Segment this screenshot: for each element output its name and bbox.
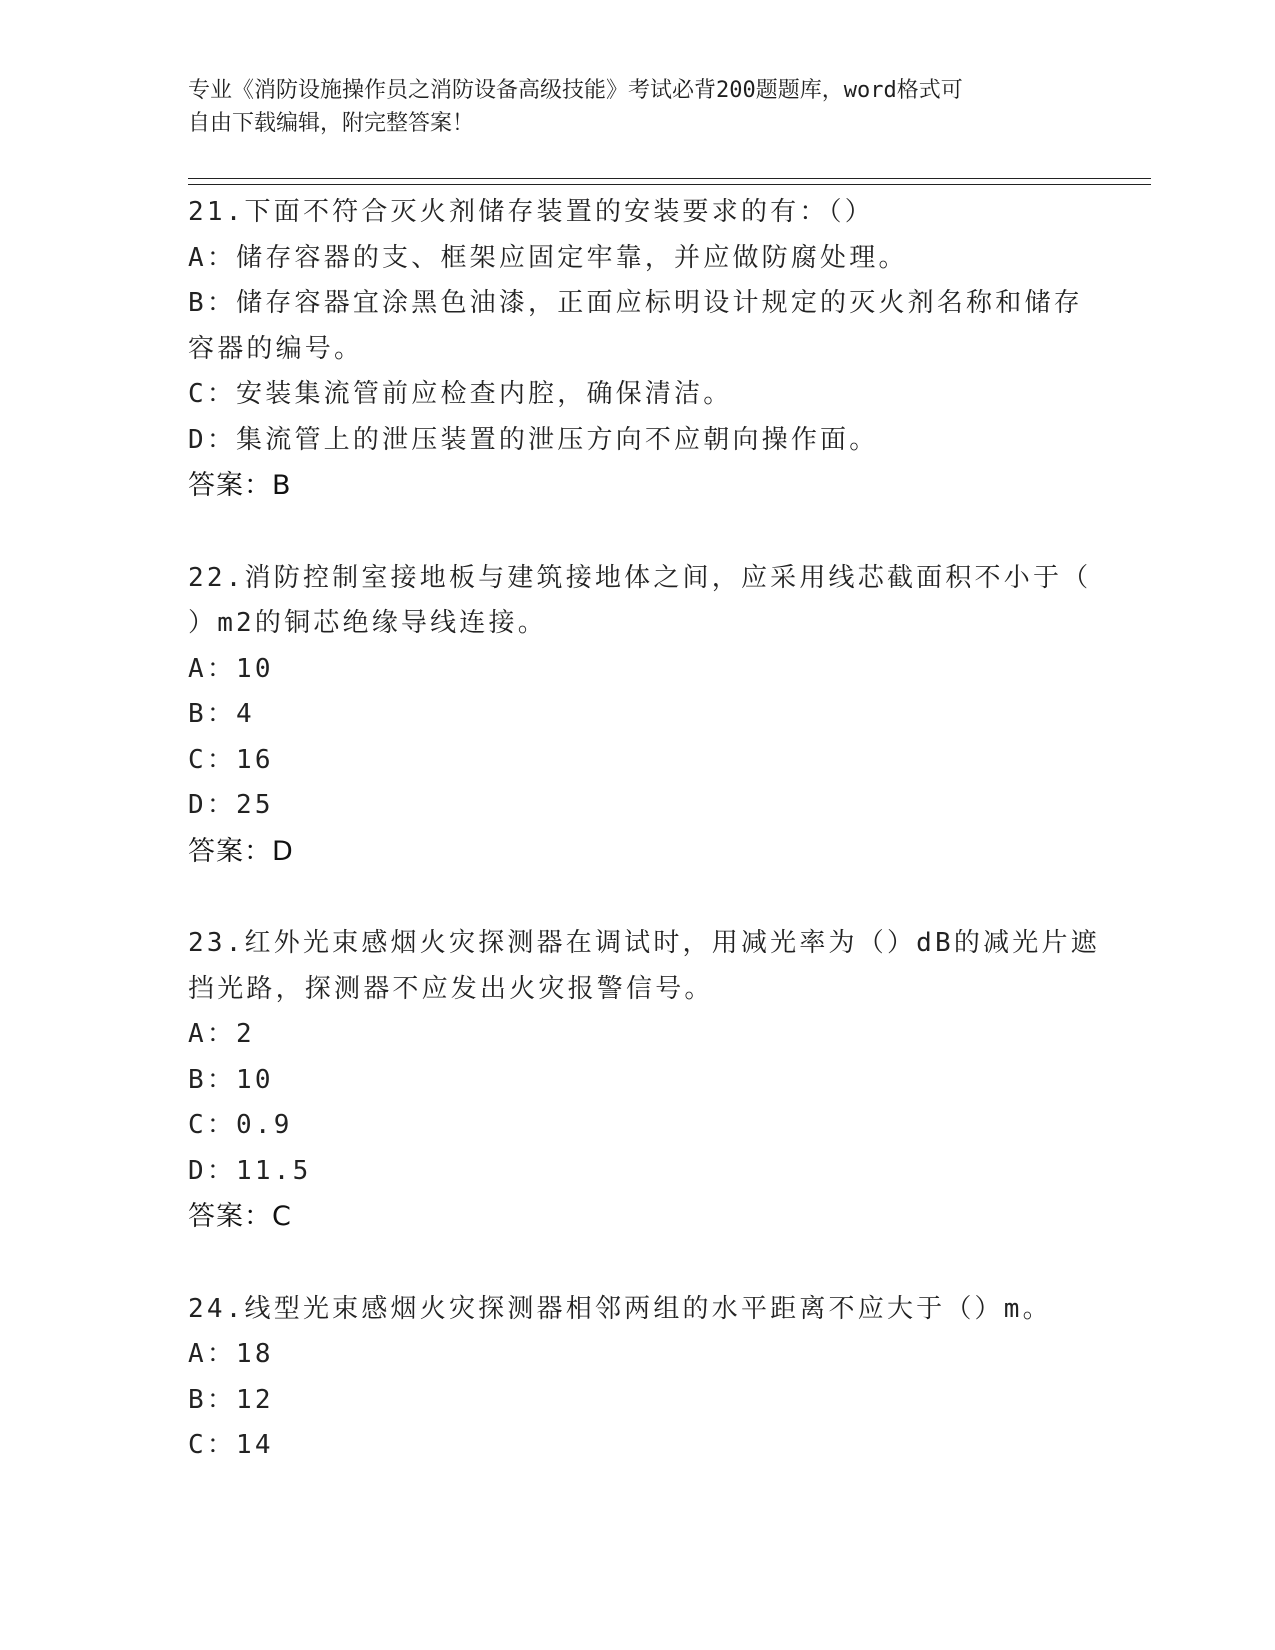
option-c: C：0.9 xyxy=(188,1110,293,1140)
question-list xyxy=(188,190,1100,1516)
header-line-1: 专业《消防设施操作员之消防设备高级技能》考试必背200题题库，word格式可 xyxy=(188,78,963,103)
option-a: A：2 xyxy=(188,1019,255,1049)
option-b-continued: 容器的编号。 xyxy=(188,333,364,364)
question-stem: 21.下面不符合灭火剂储存装置的安装要求的有：（） xyxy=(188,197,874,227)
option-d: D：集流管上的泄压装置的泄压方向不应朝向操作面。 xyxy=(188,424,879,455)
question-stem: 24.线型光束感烟火灾探测器相邻两组的水平距离不应大于（）m。 xyxy=(188,1293,1052,1324)
question-stem-continued: ）m2的铜芯绝缘导线连接。 xyxy=(188,608,547,638)
header-divider-bottom xyxy=(188,184,1151,185)
option-b: B：4 xyxy=(188,699,255,729)
question-stem: 23.红外光束感烟火灾探测器在调试时，用减光率为（）dB的减光片遮 xyxy=(188,928,1100,958)
option-b: B：10 xyxy=(188,1064,274,1095)
option-c: C：14 xyxy=(188,1430,274,1460)
option-c: C：16 xyxy=(188,744,274,775)
option-a: A：18 xyxy=(188,1339,274,1369)
question-23 xyxy=(188,921,1100,1240)
option-d: D：11.5 xyxy=(188,1155,312,1186)
option-d: D：25 xyxy=(188,790,274,820)
option-a: A：10 xyxy=(188,653,274,684)
answer-label: 答案：D xyxy=(188,835,294,867)
question-stem-continued: 挡光路，探测器不应发出火灾报警信号。 xyxy=(188,973,714,1004)
header-line-2: 自由下载编辑，附完整答案！ xyxy=(188,111,475,136)
header-divider-top xyxy=(188,178,1151,179)
question-22 xyxy=(188,556,1092,875)
question-stem: 22.消防控制室接地板与建筑接地体之间，应采用线芯截面积不小于（ xyxy=(188,562,1092,593)
option-b: B：储存容器宜涂黑色油漆，正面应标明设计规定的灭火剂名称和储存 xyxy=(188,288,1083,318)
document-header xyxy=(188,74,1088,140)
option-b: B：12 xyxy=(188,1384,274,1415)
option-c: C：安装集流管前应检查内腔，确保清洁。 xyxy=(188,379,733,409)
question-24 xyxy=(188,1287,1088,1469)
question-21 xyxy=(188,190,1088,509)
answer-label: 答案：C xyxy=(188,1201,292,1232)
option-a: A：储存容器的支、框架应固定牢靠，并应做防腐处理。 xyxy=(188,242,908,273)
answer-label: 答案：B xyxy=(188,470,292,501)
